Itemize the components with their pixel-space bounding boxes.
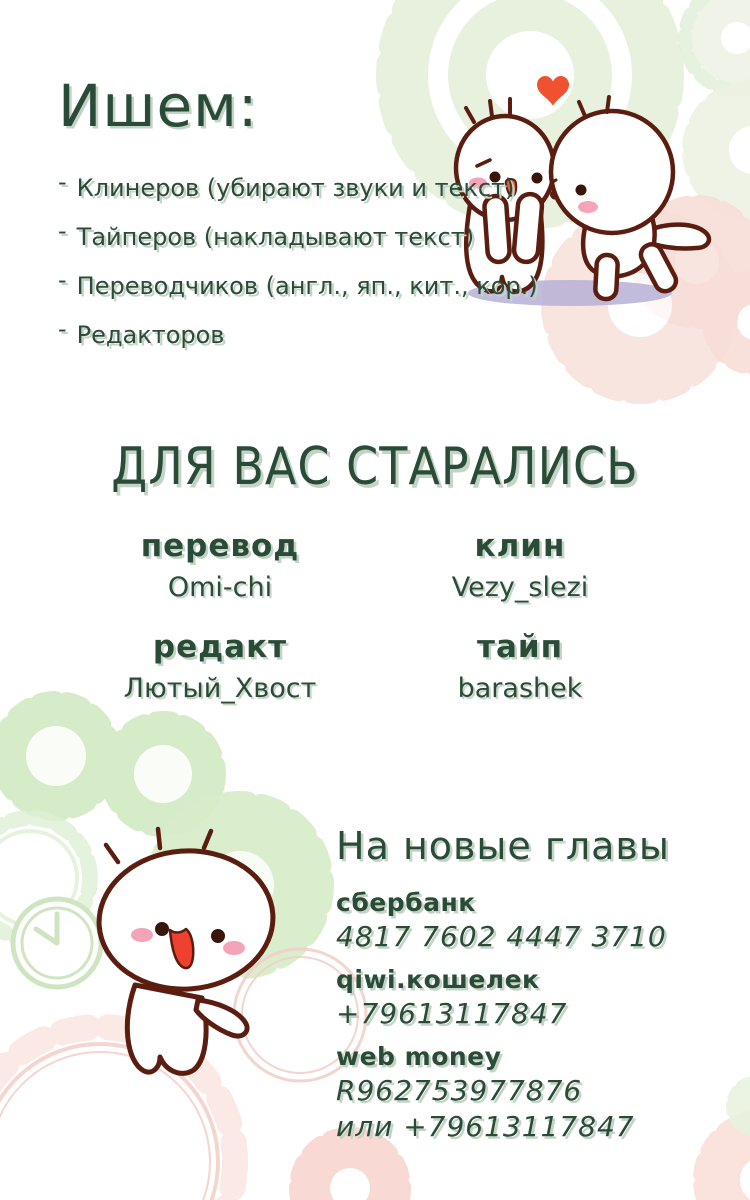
- recruiting-item-text: Клинеров (убирают звуки и текст): [76, 174, 515, 202]
- recruiting-item: [58, 311, 618, 360]
- recruiting-item: [58, 164, 618, 213]
- recruiting-title: Ишем:: [58, 72, 259, 140]
- credit-person-name: barashek: [457, 673, 583, 704]
- donation-method-label: сбербанк: [336, 888, 476, 917]
- recruiting-item-text: Редакторов: [76, 321, 225, 349]
- bullet-dash: -: [58, 266, 67, 294]
- donation-wallet-number: R962753977876: [336, 1074, 583, 1107]
- donation-method-label: web money: [336, 1042, 502, 1071]
- credit-person-name: Omi-chi: [167, 572, 273, 603]
- bullet-dash: -: [58, 168, 67, 196]
- credit-role-label: тайп: [476, 629, 564, 665]
- credit-role-label: клин: [474, 528, 566, 564]
- donation-title: На новые главы: [336, 824, 670, 868]
- donation-phone-number-alt: или +79613117847: [336, 1110, 635, 1143]
- recruiting-item-text: Переводчиков (англ., яп., кит., кор.): [76, 272, 538, 300]
- recruiting-item: [58, 213, 618, 262]
- credit-translation: [70, 528, 370, 603]
- credit-person-name: Vezy_slezi: [451, 572, 589, 603]
- recruiting-item-text: Тайперов (накладывают текст): [76, 223, 475, 251]
- credit-role-label: перевод: [140, 528, 300, 564]
- gear-icon: [685, 0, 750, 90]
- gear-icon: [691, 88, 750, 212]
- credits-title: ДЛЯ ВАС СТАРАЛИСЬ: [111, 436, 639, 497]
- recruiting-item: [58, 262, 618, 311]
- gear-icon: [298, 1136, 402, 1200]
- gear-icon: [1, 701, 111, 811]
- credit-editing: [70, 629, 370, 704]
- bullet-dash: -: [58, 217, 67, 245]
- donation-phone-number: +79613117847: [336, 997, 568, 1030]
- donation-method-webmoney: [336, 1042, 736, 1143]
- credit-typesetting: [370, 629, 670, 704]
- credit-role-label: редакт: [152, 629, 288, 665]
- donation-method-sberbank: [336, 888, 736, 953]
- recruiting-section: [58, 72, 618, 360]
- recruiting-list: [58, 164, 618, 360]
- clock-icon: [13, 899, 101, 987]
- credit-cleaning: [370, 528, 670, 603]
- bullet-dash: -: [58, 315, 67, 343]
- credit-person-name: Лютый_Хвост: [123, 673, 317, 704]
- donation-method-label: qiwi.кошелек: [336, 965, 540, 994]
- credits-grid: [70, 528, 670, 704]
- donation-card-number: 4817 7602 4447 3710: [336, 920, 667, 953]
- donation-method-qiwi: [336, 965, 736, 1030]
- donation-section: [336, 824, 736, 1143]
